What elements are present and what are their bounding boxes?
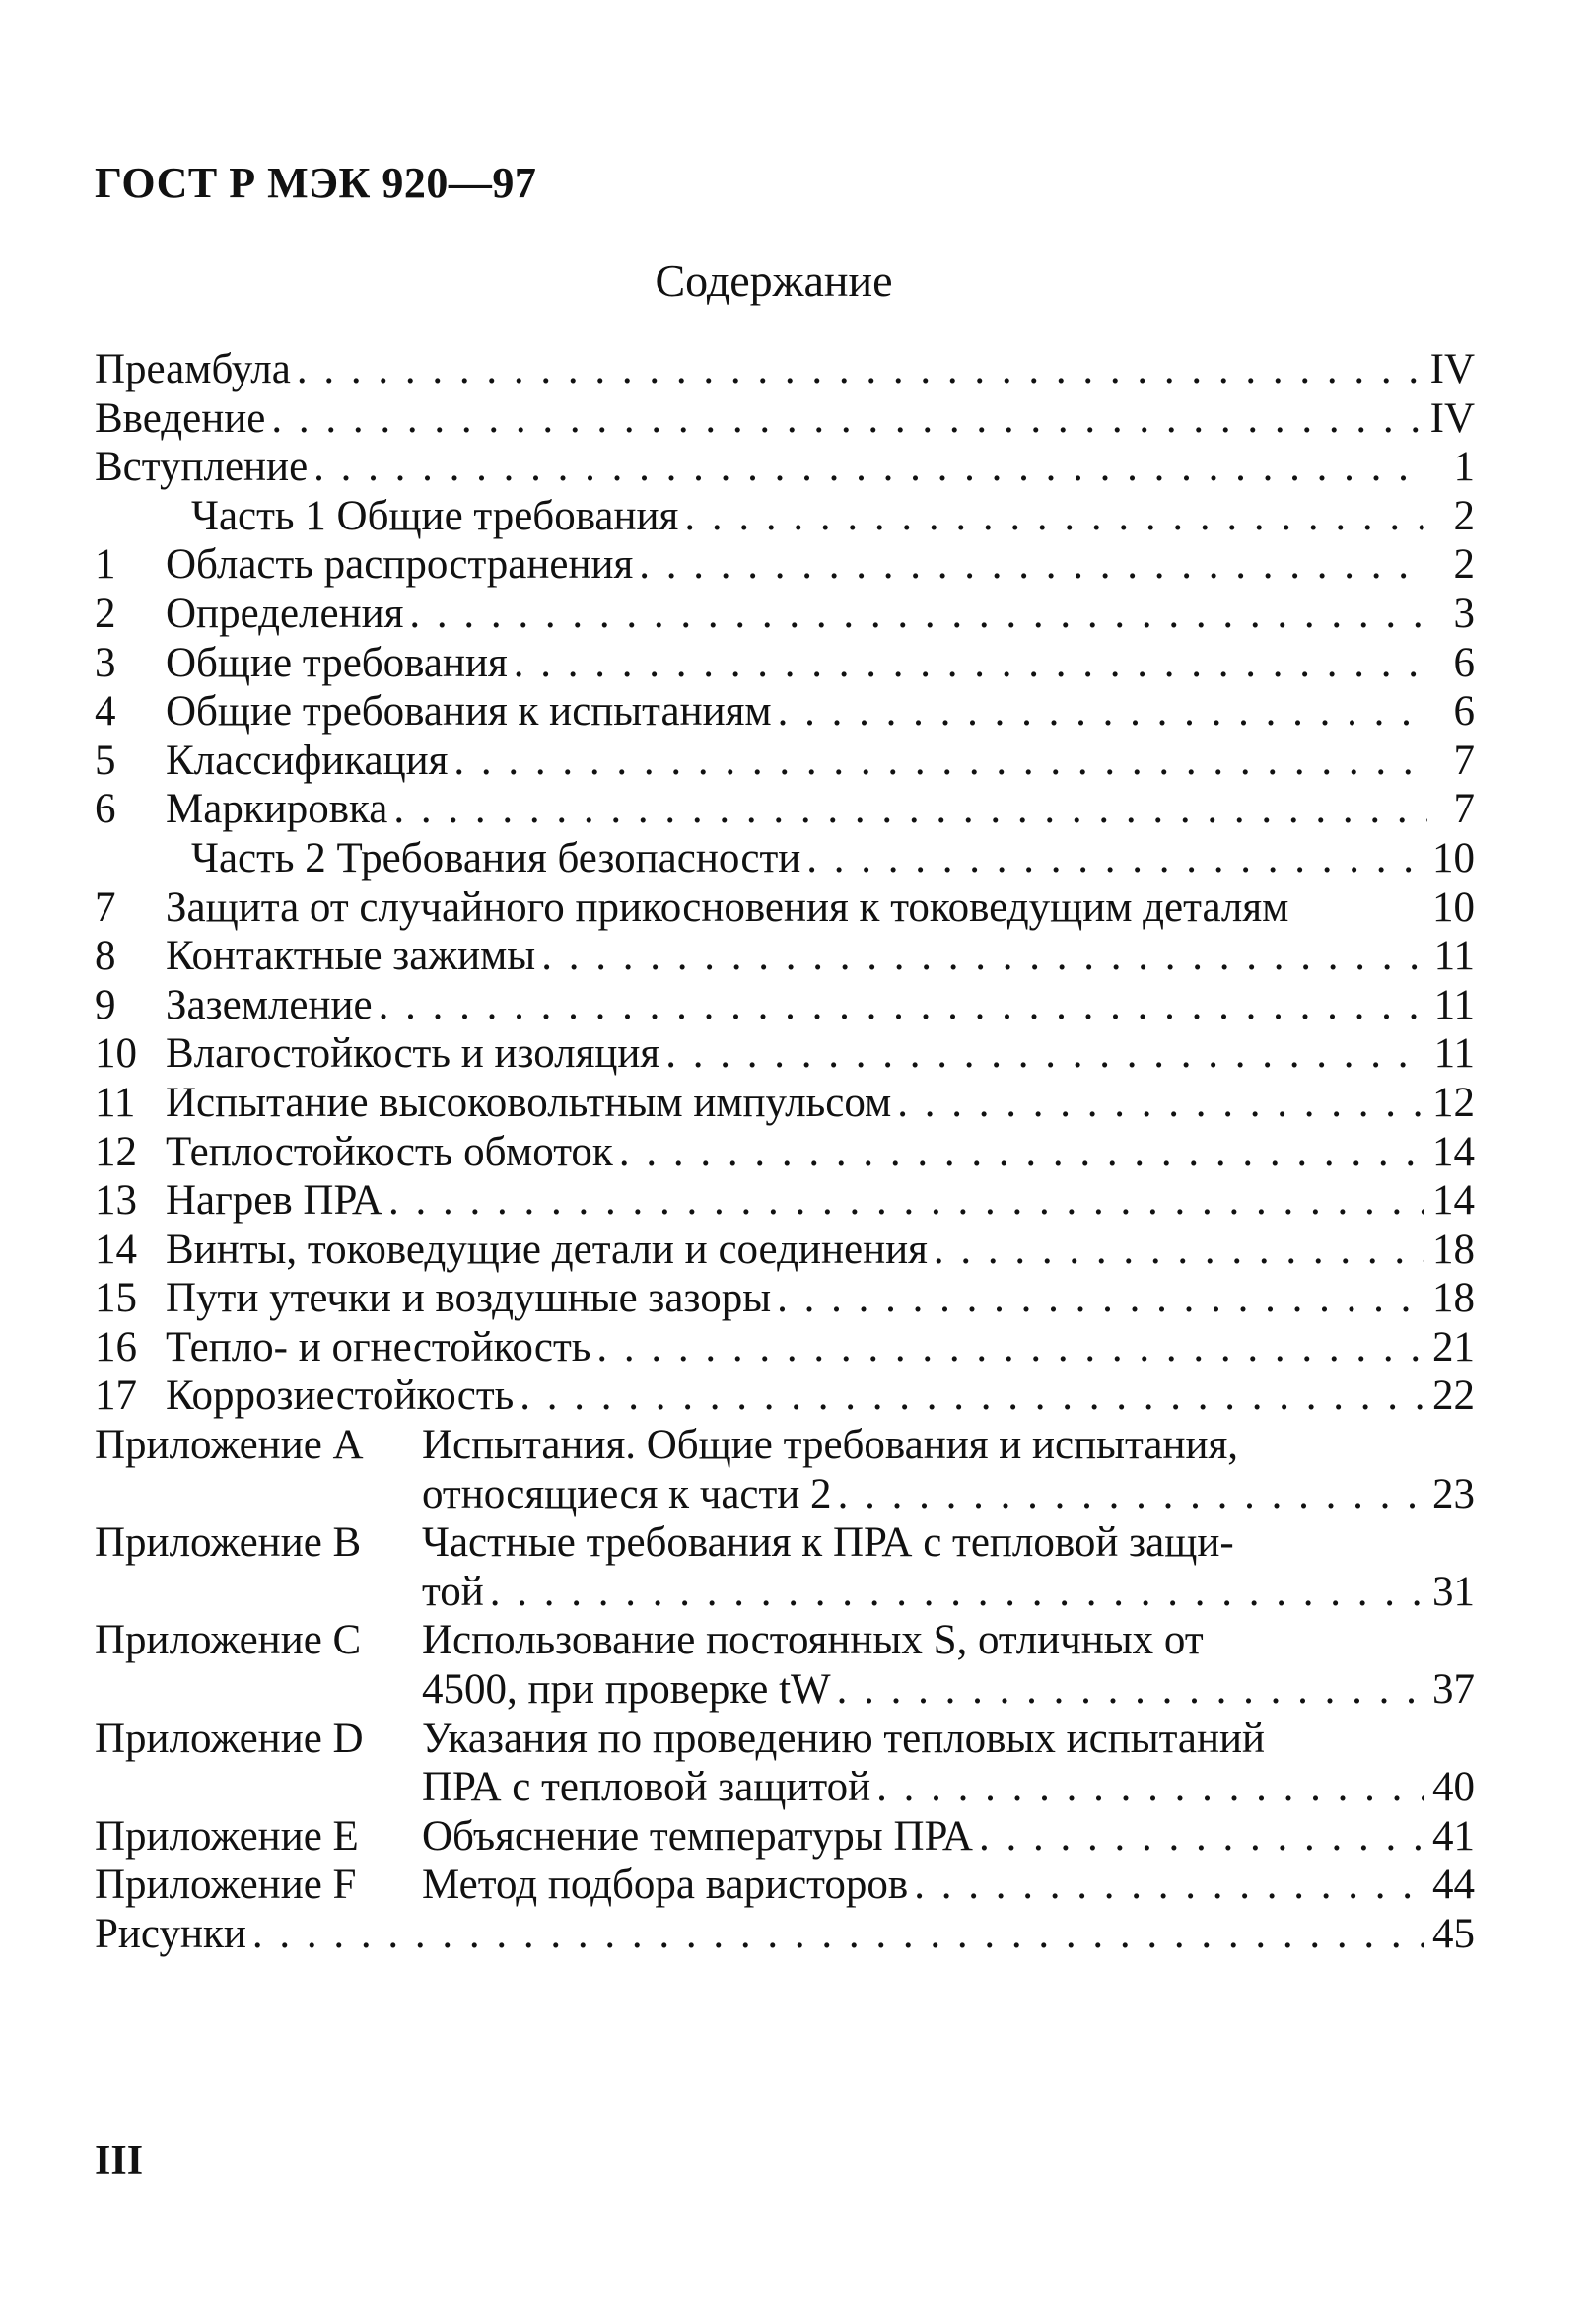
toc-entry[interactable] bbox=[95, 345, 1475, 394]
dot-leader bbox=[520, 1371, 1424, 1421]
appendix-prefix: Приложение С bbox=[95, 1617, 362, 1664]
appendix-title: Испытания. Общие требования и испытания, bbox=[422, 1422, 1239, 1469]
toc-appendix-b[interactable] bbox=[95, 1518, 1475, 1568]
section-number: 12 bbox=[95, 1128, 137, 1175]
toc-entry[interactable] bbox=[95, 590, 1475, 639]
toc-appendix-a[interactable] bbox=[95, 1421, 1475, 1470]
toc-entry-label: Преамбула bbox=[95, 346, 291, 392]
section-number: 11 bbox=[95, 1079, 136, 1126]
toc-part-heading[interactable] bbox=[95, 834, 1475, 883]
toc-entry-label: Защита от случайного прикосновения к токоведущим деталям bbox=[166, 883, 1289, 931]
dot-leader bbox=[393, 785, 1427, 834]
dot-leader bbox=[514, 639, 1427, 688]
appendix-title: Объяснение температуры ПРА bbox=[422, 1812, 973, 1860]
toc-appendix-a-cont[interactable] bbox=[95, 1470, 1475, 1519]
toc-entry[interactable] bbox=[95, 1128, 1475, 1177]
toc-entry[interactable] bbox=[95, 932, 1475, 981]
toc-entry[interactable] bbox=[95, 737, 1475, 786]
toc-entry-page: 2 bbox=[1453, 492, 1475, 539]
toc-entry-page: 10 bbox=[1432, 834, 1475, 881]
toc-entry-page: IV bbox=[1429, 346, 1475, 392]
toc-entry-page: 21 bbox=[1432, 1323, 1475, 1370]
toc-entry-page: 6 bbox=[1453, 688, 1475, 736]
dot-leader bbox=[838, 1470, 1424, 1519]
dot-leader bbox=[876, 1763, 1424, 1812]
dot-leader bbox=[297, 345, 1423, 394]
toc-entry[interactable] bbox=[95, 1323, 1475, 1372]
dot-leader bbox=[837, 1665, 1424, 1715]
appendix-prefix: Приложение А bbox=[95, 1422, 364, 1469]
toc-title: Содержание bbox=[655, 255, 893, 306]
toc-entry-page: 14 bbox=[1432, 1177, 1475, 1225]
toc-entry-page: 44 bbox=[1432, 1862, 1475, 1909]
appendix-heading bbox=[95, 1518, 1234, 1568]
toc-entry[interactable] bbox=[95, 639, 1475, 688]
appendix-title: Частные требования к ПРА с тепловой защи- bbox=[422, 1519, 1234, 1567]
section-number: 14 bbox=[95, 1226, 137, 1273]
dot-leader bbox=[665, 1029, 1425, 1079]
toc-entry[interactable] bbox=[95, 443, 1475, 492]
dot-leader bbox=[271, 394, 1422, 444]
dot-leader bbox=[914, 1861, 1424, 1910]
toc-entry-label: Испытание высоковольтным импульсом bbox=[166, 1079, 892, 1126]
appendix-heading bbox=[95, 1616, 1204, 1665]
toc-entry-page: 45 bbox=[1432, 1911, 1475, 1957]
toc-entry-label: Часть 1 Общие требования bbox=[191, 492, 679, 539]
toc-entry-page: 41 bbox=[1432, 1812, 1475, 1860]
dot-leader bbox=[639, 540, 1427, 590]
toc-appendix-e[interactable] bbox=[95, 1812, 1475, 1862]
toc-entry-page: 3 bbox=[1453, 590, 1475, 637]
toc-appendix-f[interactable] bbox=[95, 1861, 1475, 1910]
toc-entry-page: 11 bbox=[1433, 1030, 1475, 1078]
appendix-heading bbox=[95, 1812, 973, 1862]
section-number: 4 bbox=[95, 688, 116, 736]
dot-leader bbox=[778, 687, 1427, 737]
toc-entry-label: Пути утечки и воздушные зазоры bbox=[166, 1275, 772, 1322]
toc-entry-label: Часть 2 Требования безопасности bbox=[191, 834, 801, 881]
toc-entry-label: Вступление bbox=[95, 444, 309, 491]
section-number: 6 bbox=[95, 786, 116, 833]
appendix-prefix: Приложение В bbox=[95, 1519, 362, 1567]
appendix-title-cont: 4500, при проверке tW bbox=[422, 1666, 831, 1714]
section-number: 13 bbox=[95, 1177, 137, 1225]
toc-entry[interactable] bbox=[95, 1029, 1475, 1079]
appendix-title-cont: относящиеся к части 2 bbox=[422, 1470, 832, 1517]
toc-entry-label: Заземление bbox=[166, 981, 373, 1028]
appendix-title: Указания по проведению тепловых испытаний bbox=[422, 1715, 1266, 1762]
dot-leader bbox=[388, 1176, 1424, 1226]
dot-leader bbox=[979, 1812, 1424, 1862]
dot-leader bbox=[490, 1568, 1424, 1617]
toc-entry[interactable] bbox=[95, 1226, 1475, 1275]
toc-entry-page: IV bbox=[1429, 394, 1475, 442]
dot-leader bbox=[934, 1226, 1424, 1275]
dot-leader bbox=[777, 1274, 1424, 1323]
toc-entry-label: Определения bbox=[166, 590, 404, 637]
dot-leader bbox=[313, 443, 1427, 492]
toc-entry[interactable] bbox=[95, 394, 1475, 444]
section-number: 8 bbox=[95, 933, 116, 980]
toc-entry-page: 37 bbox=[1432, 1666, 1475, 1714]
toc-entry[interactable] bbox=[95, 785, 1475, 834]
appendix-prefix: Приложение Е bbox=[95, 1812, 359, 1860]
toc-entry-page: 22 bbox=[1432, 1372, 1475, 1420]
toc-entry-label: Общие требования к испытаниям bbox=[166, 688, 772, 736]
toc-appendix-c[interactable] bbox=[95, 1616, 1475, 1665]
toc-entry-page: 12 bbox=[1432, 1079, 1475, 1126]
toc-entry-label: Нагрев ПРА bbox=[166, 1177, 382, 1225]
dot-leader bbox=[806, 834, 1424, 883]
section-number: 10 bbox=[95, 1030, 137, 1078]
toc-entry-label: Область распространения bbox=[166, 541, 634, 589]
section-number: 15 bbox=[95, 1275, 137, 1322]
toc-entry-page: 2 bbox=[1453, 541, 1475, 589]
dot-leader bbox=[684, 492, 1427, 541]
toc-entry[interactable] bbox=[95, 1176, 1475, 1226]
dot-leader bbox=[453, 737, 1427, 786]
toc-appendix-b-cont[interactable] bbox=[95, 1568, 1475, 1617]
dot-leader bbox=[379, 981, 1426, 1030]
toc-part-heading[interactable] bbox=[95, 492, 1475, 541]
toc-entry-page: 40 bbox=[1432, 1764, 1475, 1811]
table-of-contents bbox=[95, 345, 1475, 1959]
toc-entry-page: 31 bbox=[1432, 1568, 1475, 1615]
toc-figures[interactable] bbox=[95, 1910, 1475, 1959]
dot-leader bbox=[619, 1128, 1424, 1177]
toc-entry-page: 1 bbox=[1453, 444, 1475, 491]
toc-entry-page: 7 bbox=[1453, 786, 1475, 833]
page-number: III bbox=[95, 2139, 144, 2184]
section-number: 3 bbox=[95, 639, 116, 686]
toc-entry-page: 18 bbox=[1432, 1226, 1475, 1273]
toc-appendix-d-cont[interactable] bbox=[95, 1763, 1475, 1812]
section-number: 9 bbox=[95, 981, 116, 1028]
toc-entry-page: 10 bbox=[1432, 883, 1475, 931]
toc-entry[interactable] bbox=[95, 1371, 1475, 1421]
toc-entry-label: Винты, токоведущие детали и соединения bbox=[166, 1226, 928, 1273]
appendix-title: Использование постоянных S, отличных от bbox=[422, 1617, 1204, 1664]
dot-leader bbox=[409, 590, 1427, 639]
toc-entry-page: 18 bbox=[1432, 1275, 1475, 1322]
toc-entry[interactable] bbox=[95, 981, 1475, 1030]
appendix-title: Метод подбора варисторов bbox=[422, 1862, 909, 1909]
toc-entry-label: Коррозиестойкость bbox=[166, 1372, 515, 1420]
toc-entry-label: Тепло- и огнестойкость bbox=[166, 1323, 591, 1370]
section-number: 2 bbox=[95, 590, 116, 637]
toc-entry-label: Классификация bbox=[166, 737, 449, 784]
appendix-title-cont: ПРА с тепловой защитой bbox=[422, 1764, 871, 1811]
toc-entry-page: 23 bbox=[1432, 1470, 1475, 1517]
toc-entry-label: Влагостойкость и изоляция bbox=[166, 1030, 660, 1078]
section-number: 16 bbox=[95, 1323, 137, 1370]
toc-appendix-c-cont[interactable] bbox=[95, 1665, 1475, 1715]
appendix-heading bbox=[95, 1861, 908, 1910]
toc-entry[interactable] bbox=[95, 883, 1475, 933]
appendix-title-cont: той bbox=[422, 1568, 484, 1615]
toc-entry-page: 14 bbox=[1432, 1128, 1475, 1175]
standard-code: ГОСТ Р МЭК 920—97 bbox=[95, 159, 537, 207]
toc-entry-page: 7 bbox=[1453, 737, 1475, 784]
appendix-prefix: Приложение D bbox=[95, 1715, 364, 1762]
toc-entry[interactable] bbox=[95, 1079, 1475, 1128]
section-number: 17 bbox=[95, 1372, 137, 1420]
toc-entry-label: Рисунки bbox=[95, 1911, 246, 1957]
dot-leader bbox=[596, 1323, 1424, 1372]
toc-entry-label: Введение bbox=[95, 394, 266, 442]
toc-entry-page: 11 bbox=[1433, 933, 1475, 980]
toc-appendix-d[interactable] bbox=[95, 1715, 1475, 1764]
section-number: 7 bbox=[95, 883, 116, 931]
toc-entry-page: 6 bbox=[1453, 639, 1475, 686]
section-number: 5 bbox=[95, 737, 116, 784]
appendix-heading bbox=[95, 1421, 1238, 1470]
toc-entry[interactable] bbox=[95, 1274, 1475, 1323]
toc-entry-label: Контактные зажимы bbox=[166, 933, 536, 980]
toc-entry[interactable] bbox=[95, 540, 1475, 590]
toc-entry-label: Общие требования bbox=[166, 639, 508, 686]
toc-entry-label: Теплостойкость обмоток bbox=[166, 1128, 613, 1175]
appendix-prefix: Приложение F bbox=[95, 1862, 357, 1909]
dot-leader bbox=[252, 1910, 1424, 1959]
dot-leader bbox=[541, 932, 1425, 981]
toc-entry[interactable] bbox=[95, 687, 1475, 737]
section-number: 1 bbox=[95, 541, 116, 589]
appendix-heading bbox=[95, 1715, 1265, 1764]
toc-entry-label: Маркировка bbox=[166, 786, 388, 833]
toc-entry-page: 11 bbox=[1433, 981, 1475, 1028]
dot-leader bbox=[897, 1079, 1424, 1128]
